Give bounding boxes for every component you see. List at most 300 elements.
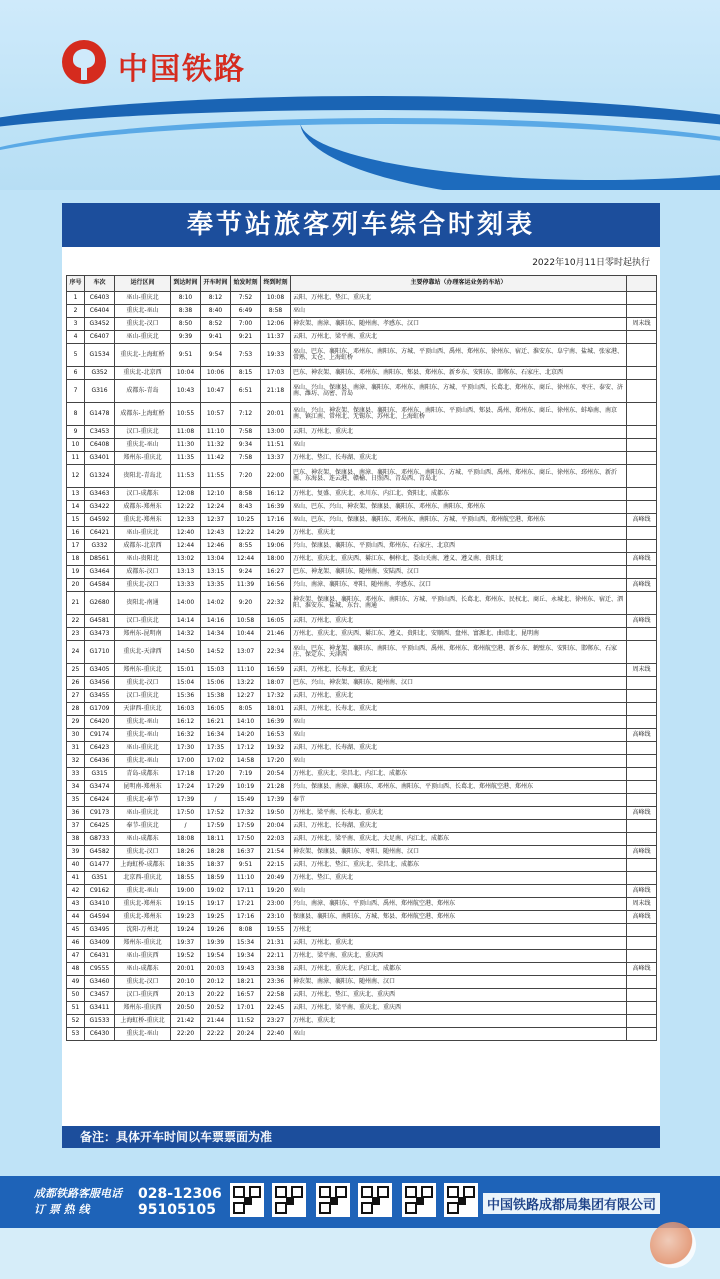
stops: 巫山 [291,716,627,729]
stops: 兴山、南漳、襄阳东、枣阳、随州南、孝感东、汉口 [291,579,627,592]
timetable-panel [62,203,660,1145]
departure-time: 11:42 [201,452,231,465]
train-number: G4582 [85,846,115,859]
terminal-time: 19:06 [261,540,291,553]
remark: 高峰线 [627,807,657,820]
remark [627,755,657,768]
arrival-time: 19:37 [171,937,201,950]
origin-time: 13:07 [231,641,261,664]
terminal-time: 19:32 [261,742,291,755]
terminal-time: 22:40 [261,1028,291,1041]
route: 巫山-贵阳北 [115,553,171,566]
terminal-time: 12:06 [261,318,291,331]
departure-time: 19:26 [201,924,231,937]
train-number: C6431 [85,950,115,963]
route: 重庆北-北京西 [115,367,171,380]
hotline-numbers [138,1186,222,1218]
route: 重庆北-巫山 [115,716,171,729]
route: 郑州东-重庆北 [115,937,171,950]
origin-time: 17:21 [231,898,261,911]
table-row [67,911,657,924]
train-number: D8561 [85,553,115,566]
origin-time: 11:39 [231,579,261,592]
stops: 巫山、巴东、襄阳东、邓州东、南阳东、方城、平顶山西、禹州、郑州东、徐州东、宿迁、淮安东、阜宁南、盐城、张家港、常熟、太仓、上海虹桥 [291,344,627,367]
stops: 巫山 [291,439,627,452]
train-number: C6403 [85,292,115,305]
train-number: G1533 [85,1015,115,1028]
row-number: 40 [67,859,85,872]
origin-time: 14:20 [231,729,261,742]
arrival-time: 8:50 [171,318,201,331]
train-number: G3455 [85,690,115,703]
departure-time: 14:02 [201,592,231,615]
route: 郑州东-昆明南 [115,628,171,641]
departure-time: 12:46 [201,540,231,553]
terminal-time: 19:33 [261,344,291,367]
departure-time: 19:17 [201,898,231,911]
stops: 神农架、保康县、襄阳东、邓州东、南阳东、方城、平顶山西、长葛北、郑州东、民权北、商丘、永城北、徐州东、宿迁、泗阳、淮安东、盐城、东台、南通 [291,592,627,615]
origin-time: 16:37 [231,846,261,859]
arrival-time: 17:18 [171,768,201,781]
terminal-time: 14:29 [261,527,291,540]
row-number: 34 [67,781,85,794]
remark [627,820,657,833]
remark: 高峰线 [627,911,657,924]
remark: 高峰线 [627,729,657,742]
row-number: 10 [67,439,85,452]
qr-code-1[interactable] [230,1183,264,1217]
arrival-time: 19:52 [171,950,201,963]
terminal-time: 17:39 [261,794,291,807]
origin-time: 17:16 [231,911,261,924]
table-row [67,403,657,426]
route: 昆明南-郑州东 [115,781,171,794]
remark [627,859,657,872]
remark [627,331,657,344]
table-row [67,1028,657,1041]
row-number: 49 [67,976,85,989]
row-number: 13 [67,488,85,501]
train-number: C9174 [85,729,115,742]
row-number: 42 [67,885,85,898]
remark [627,380,657,403]
train-number: G3409 [85,937,115,950]
remark: 周末线 [627,318,657,331]
table-row [67,452,657,465]
terminal-time: 19:55 [261,924,291,937]
departure-time: 16:34 [201,729,231,742]
departure-time: 20:52 [201,1002,231,1015]
route: 重庆北-巫山 [115,885,171,898]
train-number: G3460 [85,976,115,989]
stops: 万州北、垫江、重庆北 [291,872,627,885]
arrival-time: 20:13 [171,989,201,1002]
stops: 万州北、重庆北、重庆西、綦江东、遵义、贵阳北、安顺西、盘州、富源北、曲靖北、昆明南 [291,628,627,641]
remark [627,872,657,885]
table-row [67,553,657,566]
arrival-time: 17:50 [171,807,201,820]
train-number: G2680 [85,592,115,615]
row-number: 1 [67,292,85,305]
origin-time: 11:10 [231,872,261,885]
stops: 保康县、襄阳东、南阳东、方城、郏县、郑州航空港、郑州东 [291,911,627,924]
arrival-time: 18:08 [171,833,201,846]
remark [627,781,657,794]
row-number: 53 [67,1028,85,1041]
departure-time: 17:52 [201,807,231,820]
table-row [67,527,657,540]
row-number: 43 [67,898,85,911]
route: 重庆北-天津西 [115,641,171,664]
departure-time: 19:25 [201,911,231,924]
terminal-time: 20:01 [261,403,291,426]
route: 奉节-重庆北 [115,820,171,833]
stops: 万州北、重庆北 [291,1015,627,1028]
remark [627,465,657,488]
arrival-time: 16:32 [171,729,201,742]
arrival-time: 20:01 [171,963,201,976]
remark [627,768,657,781]
stops: 云阳、万州北、垫江、重庆北 [291,292,627,305]
train-number: C6421 [85,527,115,540]
table-row [67,465,657,488]
route: 郑州东-重庆北 [115,452,171,465]
train-number: C9173 [85,807,115,820]
terminal-time: 10:08 [261,292,291,305]
stops: 巫山、巴东、兴山、神农架、保康县、襄阳东、邓州东、南阳东、郑州东 [291,501,627,514]
qr-code-4[interactable] [358,1183,392,1217]
origin-time: 17:32 [231,807,261,820]
origin-time: 15:49 [231,794,261,807]
table-row [67,380,657,403]
remark: 高峰线 [627,963,657,976]
arrival-time: 14:14 [171,615,201,628]
train-number: G1710 [85,641,115,664]
table-row [67,514,657,527]
terminal-time: 22:03 [261,833,291,846]
route: 巫山-重庆北 [115,742,171,755]
origin-time: 9:21 [231,331,261,344]
row-number: 52 [67,1015,85,1028]
train-number: G1324 [85,465,115,488]
departure-time: 18:28 [201,846,231,859]
arrival-time: 13:13 [171,566,201,579]
departure-time: 11:55 [201,465,231,488]
route: 汉口-重庆西 [115,989,171,1002]
origin-time: 17:01 [231,1002,261,1015]
remark [627,703,657,716]
departure-time: 21:44 [201,1015,231,1028]
row-number: 14 [67,501,85,514]
train-number: C3457 [85,989,115,1002]
departure-time: 8:52 [201,318,231,331]
row-number: 47 [67,950,85,963]
hotline-labels [34,1186,122,1218]
row-number: 41 [67,872,85,885]
remark [627,716,657,729]
departure-time: 15:06 [201,677,231,690]
origin-time: 9:34 [231,439,261,452]
route: 重庆北-汉口 [115,579,171,592]
stops: 云阳、万州北、重庆北 [291,426,627,439]
train-number: G316 [85,380,115,403]
terminal-time: 22:11 [261,950,291,963]
origin-time: 17:11 [231,885,261,898]
stops: 云阳、万州北、垫江、重庆北、荣昌北、成都东 [291,859,627,872]
train-number: C6423 [85,742,115,755]
remark: 高峰线 [627,885,657,898]
route: 郑州东-重庆北 [115,664,171,677]
remark [627,566,657,579]
qr-code-3[interactable] [316,1183,350,1217]
origin-time: 16:57 [231,989,261,1002]
table-row [67,989,657,1002]
origin-time: 19:34 [231,950,261,963]
terminal-time: 13:00 [261,426,291,439]
stops: 巫山、兴山、保康县、南漳、襄阳东、邓州东、南阳东、方城、平顶山西、长葛北、郑州东、商丘、徐州东、枣庄、泰安、济南、潍坊、高密、青岛 [291,380,627,403]
terminal-time: 21:28 [261,781,291,794]
arrival-time: 13:02 [171,553,201,566]
row-number: 18 [67,553,85,566]
table-row [67,742,657,755]
stops: 兴山、南漳、襄阳东、平顶山西、禹州、郑州航空港、郑州东 [291,898,627,911]
remark [627,690,657,703]
remark [627,439,657,452]
departure-time: 17:35 [201,742,231,755]
terminal-time: 16:39 [261,716,291,729]
table-row [67,292,657,305]
stops: 云阳、万州北、重庆北 [291,937,627,950]
train-number: G4592 [85,514,115,527]
route: 沈阳-万州北 [115,924,171,937]
arrival-time: 11:35 [171,452,201,465]
remark [627,344,657,367]
remark [627,527,657,540]
terminal-time: 16:05 [261,615,291,628]
origin-time: 11:10 [231,664,261,677]
route: 上海虹桥-重庆北 [115,1015,171,1028]
row-number: 46 [67,937,85,950]
row-number: 44 [67,911,85,924]
arrival-time: 12:44 [171,540,201,553]
departure-time: 12:43 [201,527,231,540]
train-number: G1478 [85,403,115,426]
table-row [67,501,657,514]
table-row [67,426,657,439]
booking-label: 订 票 热 线 [34,1203,90,1216]
departure-time: 17:59 [201,820,231,833]
departure-time: 22:22 [201,1028,231,1041]
arrival-time: 19:23 [171,911,201,924]
train-number: C6425 [85,820,115,833]
row-number: 31 [67,742,85,755]
remark-text: 备注：具体开车时间以车票票面为准 [80,1130,273,1144]
row-number: 19 [67,566,85,579]
table-row [67,540,657,553]
remark [627,1002,657,1015]
arrival-time: 19:15 [171,898,201,911]
row-number: 33 [67,768,85,781]
stops: 云阳、万州北、长寿湖、重庆北 [291,742,627,755]
stops: 巴东、神农架、保康县、南漳、襄阳东、邓州东、南阳东、方城、平顶山西、禹州、郑州东、商丘、徐州东、邳州东、新沂南、东海县、连云港、赣榆、日照西、青岛西、青岛北 [291,465,627,488]
terminal-time: 23:36 [261,976,291,989]
stops: 万州北、重庆北、荣昌北、内江北、成都东 [291,768,627,781]
remark [627,488,657,501]
origin-time: 15:34 [231,937,261,950]
qr-code-6[interactable] [444,1183,478,1217]
row-number: 2 [67,305,85,318]
departure-time: 20:12 [201,976,231,989]
qr-code-2[interactable] [272,1183,306,1217]
table-row [67,859,657,872]
arrival-time: 15:01 [171,664,201,677]
train-number: G3411 [85,1002,115,1015]
table-row [67,615,657,628]
column-header: 到达时间 [171,276,201,292]
remark [627,1015,657,1028]
train-number: G332 [85,540,115,553]
train-number: C9555 [85,963,115,976]
row-number: 16 [67,527,85,540]
row-number: 36 [67,807,85,820]
origin-time: 7:58 [231,452,261,465]
terminal-time: 17:20 [261,755,291,768]
stops: 巫山、巴东、神龙架、襄阳东、南阳东、平顶山西、禹州、郑州东、郑州航空港、新乡东、鹤壁东、安阳东、邯郸东、石家庄、保定东、天津西 [291,641,627,664]
column-header: 序号 [67,276,85,292]
route: 巫山-重庆北 [115,527,171,540]
stops: 万州北、重庆北 [291,527,627,540]
train-number: G315 [85,768,115,781]
arrival-time: 18:35 [171,859,201,872]
remark [627,452,657,465]
train-number: G3474 [85,781,115,794]
table-row [67,318,657,331]
row-number: 5 [67,344,85,367]
departure-time: 8:12 [201,292,231,305]
row-number: 29 [67,716,85,729]
phone-number: 028-12306 [138,1186,222,1202]
arrival-time: / [171,820,201,833]
table-row [67,716,657,729]
qr-code-5[interactable] [402,1183,436,1217]
origin-time: 17:59 [231,820,261,833]
stops: 万州北、复盛、重庆北、永川东、内江北、资阳北、成都东 [291,488,627,501]
arrival-time: 17:00 [171,755,201,768]
row-number: 27 [67,690,85,703]
arrival-time: 16:12 [171,716,201,729]
row-number: 7 [67,380,85,403]
stops: 兴山、保康县、襄阳东、平顶山西、郑州东、石家庄、北京西 [291,540,627,553]
row-number: 50 [67,989,85,1002]
origin-time: 9:51 [231,859,261,872]
company-name: 中国铁路成都局集团有限公司 [483,1193,660,1214]
table-row [67,566,657,579]
arrival-time: 14:50 [171,641,201,664]
table-row [67,1015,657,1028]
departure-time: 17:29 [201,781,231,794]
header-banner [0,0,720,190]
row-number: 32 [67,755,85,768]
terminal-time: 19:50 [261,807,291,820]
remark [627,989,657,1002]
train-number: C3453 [85,426,115,439]
row-number: 21 [67,592,85,615]
origin-time: 8:43 [231,501,261,514]
route: 汉口-重庆北 [115,690,171,703]
origin-time: 9:24 [231,566,261,579]
stops: 巴东、兴山、神农架、襄阳东、随州南、汉口 [291,677,627,690]
arrival-time: 17:39 [171,794,201,807]
departure-time: 16:05 [201,703,231,716]
origin-time: 6:51 [231,380,261,403]
origin-time: 7:12 [231,403,261,426]
arrival-time: 17:24 [171,781,201,794]
train-number: C6420 [85,716,115,729]
origin-time: 19:43 [231,963,261,976]
arrival-time: 14:00 [171,592,201,615]
stops: 云阳、万州北、长寿北、重庆北 [291,703,627,716]
row-number: 11 [67,452,85,465]
stops: 万州北、梁平南、长寿北、重庆北 [291,807,627,820]
train-number: G3405 [85,664,115,677]
arrival-time: 11:08 [171,426,201,439]
train-number: G3422 [85,501,115,514]
train-number: C6430 [85,1028,115,1041]
page-title: 奉节站旅客列车综合时刻表 [62,203,660,247]
departure-time: 18:11 [201,833,231,846]
arrival-time: 9:39 [171,331,201,344]
remark: 高峰线 [627,615,657,628]
table-row [67,331,657,344]
stops: 巫山、兴山、神农架、保康县、襄阳东、邓州东、南阳东、平顶山西、郏县、禹州、郑州东、商丘、徐州东、蚌埠南、南京南、镇江南、常州北、无锡东、苏州北、上海虹桥 [291,403,627,426]
remark [627,292,657,305]
column-header: 开车时间 [201,276,231,292]
departure-time: 12:37 [201,514,231,527]
column-header: 运行区间 [115,276,171,292]
route: 巫山-重庆北 [115,331,171,344]
table-row [67,305,657,318]
terminal-time: 20:04 [261,820,291,833]
arrival-time: 10:43 [171,380,201,403]
route: 重庆北-上海虹桥 [115,344,171,367]
origin-time: 12:27 [231,690,261,703]
column-header: 车次 [85,276,115,292]
row-number: 48 [67,963,85,976]
terminal-time: 16:53 [261,729,291,742]
table-row [67,344,657,367]
arrival-time: 12:40 [171,527,201,540]
terminal-time: 21:18 [261,380,291,403]
route: 贵阳北-南通 [115,592,171,615]
terminal-time: 22:00 [261,465,291,488]
train-number: G8733 [85,833,115,846]
row-number: 24 [67,641,85,664]
train-number: G4581 [85,615,115,628]
stops: 云阳、万州北、梁平南、重庆北 [291,331,627,344]
brand-name: 中国铁路 [118,52,246,87]
origin-time: 8:05 [231,703,261,716]
table-row [67,677,657,690]
table-row [67,592,657,615]
route: 重庆北-奉节 [115,794,171,807]
departure-time: 14:52 [201,641,231,664]
departure-time: 19:02 [201,885,231,898]
stops: 巫山、巴东、兴山、保康县、襄阳东、邓州东、南阳东、方城、平顶山西、郑州航空港、郑州东 [291,514,627,527]
departure-time: 11:10 [201,426,231,439]
origin-time: 7:58 [231,426,261,439]
route: 巫山-重庆北 [115,807,171,820]
route: 巫山-成都东 [115,963,171,976]
